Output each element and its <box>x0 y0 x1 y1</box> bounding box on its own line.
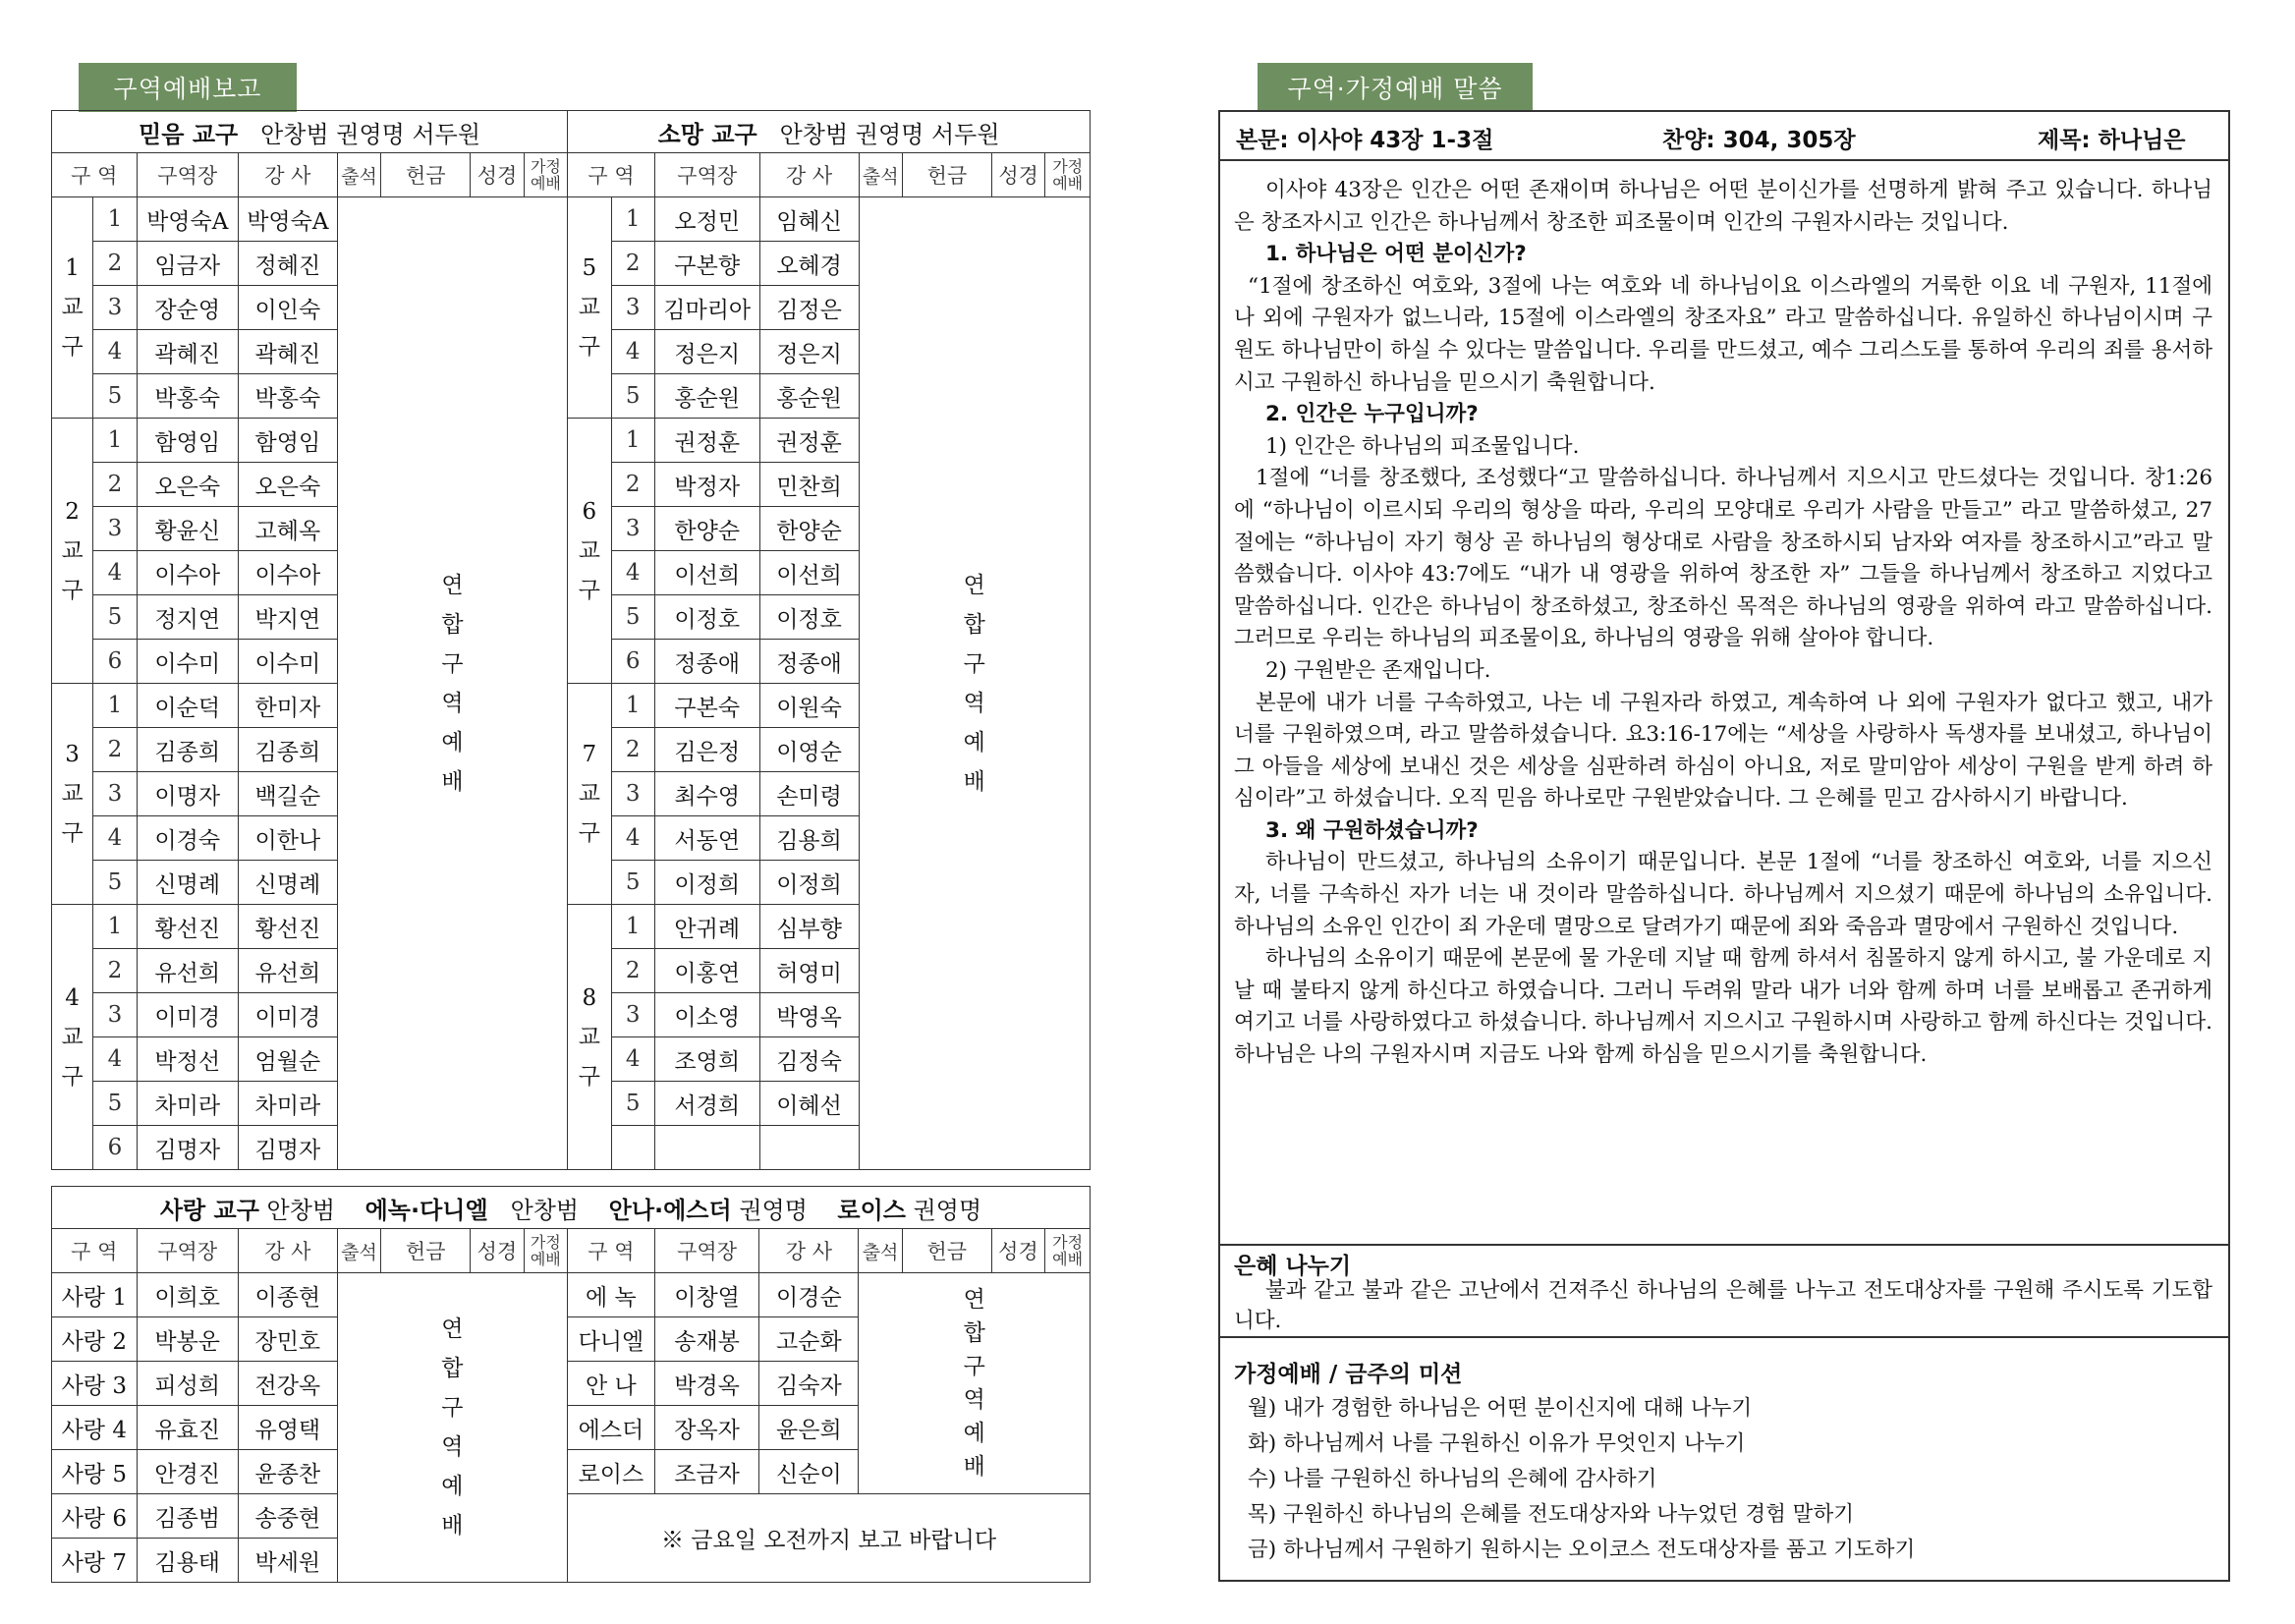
merged-worship-cell: 연합구역예배 <box>337 1273 567 1583</box>
row-number: 3 <box>611 772 654 816</box>
row-number: 5 <box>611 374 654 419</box>
district-label: 8교구 <box>568 905 611 1170</box>
block1-title-names: 안창범 권영명 서두원 <box>260 120 481 148</box>
district-leader-name: 유선희 <box>137 949 238 993</box>
header-attendance: 출석 <box>859 1229 902 1273</box>
teacher-name: 오은숙 <box>238 463 337 507</box>
district-leader-name: 오은숙 <box>137 463 238 507</box>
district-leader-name: 곽혜진 <box>137 330 238 374</box>
teacher-name: 한미자 <box>238 684 337 728</box>
block3-title-1: 사랑 교구 <box>159 1196 259 1224</box>
district-leader-name: 정종애 <box>654 640 759 684</box>
teacher-name: 이영순 <box>759 728 859 772</box>
row-number: 3 <box>611 286 654 330</box>
teacher-name: 임혜신 <box>759 197 859 242</box>
row-number: 2 <box>93 728 137 772</box>
mission-item: 목) 구원하신 하나님의 은혜를 전도대상자와 나누었던 경험 말하기 <box>1248 1502 1854 1527</box>
district-leader-name: 유효진 <box>137 1406 238 1450</box>
district-leader-name: 이희호 <box>137 1273 238 1317</box>
row-number: 2 <box>93 242 137 286</box>
teacher-name: 함영임 <box>238 419 337 463</box>
district-name: 사랑 6 <box>52 1494 138 1539</box>
teacher-name: 이수아 <box>238 551 337 595</box>
row-number: 3 <box>93 993 137 1037</box>
district-leader-name: 박정자 <box>654 463 759 507</box>
teacher-name: 박영옥 <box>759 993 859 1037</box>
row-number: 2 <box>611 242 654 286</box>
row-number: 3 <box>611 507 654 551</box>
block3-title-4-names: 권영명 <box>913 1196 982 1224</box>
row-number: 2 <box>93 463 137 507</box>
header-teacher: 강 사 <box>238 153 337 197</box>
sermon-paragraph: 하나님이 만드셨고, 하나님의 소유이기 때문입니다. 본문 1절에 “너를 창조하신 여호와, 너를 지으신 자, 너를 구속하신 자가 너는 내 것이라 말씀하십니다. 하나님께서 지으셨기 때문에 하나님의 소유입니다. 하나님의 소유인 인간이 죄 가운데 멸망으로 달려가기 때문에 죄와 죽음과 멸망에서 구원하신 것입니다. <box>1234 850 2212 939</box>
row-number: 1 <box>93 197 137 242</box>
district-leader-name: 이명자 <box>137 772 238 816</box>
row-number: 2 <box>611 463 654 507</box>
district-leader-name: 임금자 <box>137 242 238 286</box>
teacher-name: 엄월순 <box>238 1037 337 1082</box>
district-leader-name: 권정훈 <box>654 419 759 463</box>
header-offering: 헌금 <box>902 153 991 197</box>
mission-section <box>1220 1336 2228 1582</box>
row-number: 4 <box>611 816 654 861</box>
district-leader-name: 차미라 <box>137 1082 238 1126</box>
district-leader-name: 안귀례 <box>654 905 759 949</box>
teacher-name: 홍순원 <box>759 374 859 419</box>
teacher-name: 이혜선 <box>759 1082 859 1126</box>
sermon-paragraph: 본문에 내가 너를 구속하였고, 나는 네 구원자라 하였고, 계속하여 나 외에 구원자가 없다고 했고, 내가 너를 구원하였으며, 라고 말씀하셨습니다. 요3:16-17에는 “세상을 사랑하사 독생자를 보내셨고, 하나님이 그 아들을 세상에 보내신 것은 세상을 심판하려 하심이 아니요, 저로 말미암아 세상이 구원을 받게 하려 하심이라”고 하셨습니다. 오직 믿음 하나로만 구원받았습니다. 그 은혜를 믿고 감사하시기 바랍니다. <box>1234 690 2212 812</box>
block2-title-names: 안창범 권영명 서두원 <box>779 120 1000 148</box>
row-number: 1 <box>611 419 654 463</box>
district-leader-name: 김종범 <box>137 1494 238 1539</box>
district-leader-name: 이정호 <box>654 595 759 640</box>
row-number: 6 <box>93 1126 137 1170</box>
district-name: 사랑 2 <box>52 1317 138 1362</box>
teacher-name: 신순이 <box>759 1450 859 1494</box>
header-teacher: 강 사 <box>759 1229 859 1273</box>
district-label: 2교구 <box>52 419 93 684</box>
district-leader-name: 조영희 <box>654 1037 759 1082</box>
row-number: 4 <box>93 1037 137 1082</box>
teacher-name: 이한나 <box>238 816 337 861</box>
row-number: 2 <box>93 949 137 993</box>
header-bible: 성경 <box>471 153 524 197</box>
district-leader-name: 박경옥 <box>654 1362 759 1406</box>
teacher-name: 오혜경 <box>759 242 859 286</box>
district-name: 사랑 7 <box>52 1539 138 1583</box>
row-number: 5 <box>93 1082 137 1126</box>
sermon-header <box>1220 112 2228 161</box>
row-number: 5 <box>93 595 137 640</box>
header-district: 구 역 <box>568 153 655 197</box>
block3-title-1-names: 안창범 <box>266 1196 336 1224</box>
teacher-name: 윤은희 <box>759 1406 859 1450</box>
district-leader-name: 이정희 <box>654 861 759 905</box>
teacher-name: 김종희 <box>238 728 337 772</box>
header-offering: 헌금 <box>902 1229 991 1273</box>
row-number: 2 <box>611 949 654 993</box>
right-section-tab: 구역·가정예배 말씀 <box>1258 63 1533 112</box>
header-family-worship: 가정예배 <box>524 153 567 197</box>
district-leader-name: 정은지 <box>654 330 759 374</box>
block3-title-4: 로이스 <box>837 1196 906 1224</box>
header-offering: 헌금 <box>381 1229 471 1273</box>
district-name: 안 나 <box>568 1362 655 1406</box>
empty-cell <box>759 1126 859 1170</box>
district-leader-name: 김용태 <box>137 1539 238 1583</box>
row-number: 6 <box>611 640 654 684</box>
report-deadline-notice: ※ 금요일 오전까지 보고 바랍니다 <box>568 1494 1091 1583</box>
row-number: 1 <box>93 684 137 728</box>
district-name: 다니엘 <box>568 1317 655 1362</box>
teacher-name: 정종애 <box>759 640 859 684</box>
district-leader-name: 이소영 <box>654 993 759 1037</box>
teacher-name: 김숙자 <box>759 1362 859 1406</box>
block2-title <box>568 111 1091 153</box>
grace-sharing-section <box>1220 1244 2228 1338</box>
header-bible: 성경 <box>471 1229 524 1273</box>
district-leader-name: 김마리아 <box>654 286 759 330</box>
teacher-name: 손미령 <box>759 772 859 816</box>
teacher-name: 이원숙 <box>759 684 859 728</box>
row-number: 3 <box>93 507 137 551</box>
district-leader-name: 서경희 <box>654 1082 759 1126</box>
teacher-name: 김용희 <box>759 816 859 861</box>
header-teacher: 강 사 <box>238 1229 337 1273</box>
sermon-paragraph: 하나님의 소유이기 때문에 본문에 물 가운데 지날 때 함께 하셔서 침몰하지 않게 하시고, 불 가운데로 지날 때 불타지 않게 하신다고 하였습니다. 그러니 두려워 말라 내가 너와 함께 하며 너를 보배롭고 존귀하게 여기고 너를 사랑하였다고 하셨습니다. 하나님께서 지으시고 구원하시며 사랑하고 함께 하신다는 것입니다. 하나님은 나의 구원자시며 지금도 나와 함께 하심을 믿으시기를 축원합니다. <box>1234 946 2212 1068</box>
district-leader-name: 이창열 <box>654 1273 759 1317</box>
teacher-name: 권정훈 <box>759 419 859 463</box>
district-leader-name: 박영숙A <box>137 197 238 242</box>
mission-list <box>1220 1391 2203 1568</box>
header-leader: 구역장 <box>654 153 759 197</box>
district-leader-name: 조금자 <box>654 1450 759 1494</box>
teacher-name: 박영숙A <box>238 197 337 242</box>
teacher-name: 곽혜진 <box>238 330 337 374</box>
district-leader-name: 이경숙 <box>137 816 238 861</box>
teacher-name: 이종현 <box>238 1273 337 1317</box>
mission-item: 금) 하나님께서 구원하기 원하시는 오이코스 전도대상자를 품고 기도하기 <box>1248 1538 1916 1562</box>
sermon-panel <box>1218 110 2230 1582</box>
district-leader-name: 피성희 <box>137 1362 238 1406</box>
grace-sharing-title: 은혜 나누기 <box>1234 1254 1352 1279</box>
row-number: 5 <box>93 374 137 419</box>
row-number: 5 <box>93 861 137 905</box>
row-number: 5 <box>611 595 654 640</box>
district-leader-name: 이선희 <box>654 551 759 595</box>
teacher-name: 전강옥 <box>238 1362 337 1406</box>
district-leader-name: 신명례 <box>137 861 238 905</box>
empty-cell <box>654 1126 759 1170</box>
teacher-name: 정은지 <box>759 330 859 374</box>
teacher-name: 고혜옥 <box>238 507 337 551</box>
district-leader-name: 안경진 <box>137 1450 238 1494</box>
sermon-subheading: 1) 인간은 하나님의 피조물입니다. <box>1265 433 1580 459</box>
teacher-name: 장민호 <box>238 1317 337 1362</box>
table-row <box>52 1494 1091 1539</box>
block3-title-3-names: 권영명 <box>739 1196 808 1224</box>
sermon-heading-1: 1. 하나님은 어떤 분이신가? <box>1265 242 1527 267</box>
district-leader-name: 김종희 <box>137 728 238 772</box>
mission-item: 화) 하나님께서 나를 구원하신 이유가 무엇인지 나누기 <box>1248 1431 1746 1456</box>
row-number: 1 <box>93 905 137 949</box>
district-leader-name: 장순영 <box>137 286 238 330</box>
teacher-name: 이수미 <box>238 640 337 684</box>
district-name: 사랑 1 <box>52 1273 138 1317</box>
district-label: 4교구 <box>52 905 93 1170</box>
teacher-name: 박지연 <box>238 595 337 640</box>
mission-title: 가정예배 / 금주의 미션 <box>1234 1362 1463 1387</box>
sermon-paragraph: “1절에 창조하신 여호와, 3절에 나는 여호와 네 하나님이요 이스라엘의 거룩한 이요 네 구원자, 11절에 나 외에 구원자가 없느니라, 15절에 이스라엘의 창조자요” 라고 말씀하십니다. 유일하신 하나님이시며 구원도 하나님만이 하실 수 있다는 말씀입니다. 우리를 만드셨고, 예수 그리스도를 통하여 우리의 죄를 용서하시고 구원하신 하나님을 믿으시기 축원합니다. <box>1234 273 2212 395</box>
merged-worship-cell: 연합구역예배 <box>337 197 567 1170</box>
row-number: 3 <box>93 286 137 330</box>
table-row <box>52 1273 1091 1317</box>
district-leader-name: 홍순원 <box>654 374 759 419</box>
teacher-name: 유영택 <box>238 1406 337 1450</box>
district-name: 에스더 <box>568 1406 655 1450</box>
district-name: 로이스 <box>568 1450 655 1494</box>
row-number: 5 <box>611 861 654 905</box>
header-attendance: 출석 <box>337 153 380 197</box>
teacher-name: 김정숙 <box>759 1037 859 1082</box>
row-number: 4 <box>611 551 654 595</box>
teacher-name: 박세원 <box>238 1539 337 1583</box>
row-number: 4 <box>93 330 137 374</box>
district-leader-name: 김명자 <box>137 1126 238 1170</box>
header-leader: 구역장 <box>137 1229 238 1273</box>
header-bible: 성경 <box>991 1229 1044 1273</box>
header-teacher: 강 사 <box>759 153 859 197</box>
sermon-heading-3: 3. 왜 구원하셨습니까? <box>1265 817 1479 843</box>
district-leader-name: 이홍연 <box>654 949 759 993</box>
district-leader-name: 최수영 <box>654 772 759 816</box>
report-table-upper <box>51 110 1091 1170</box>
district-label: 3교구 <box>52 684 93 905</box>
empty-cell <box>611 1126 654 1170</box>
teacher-name: 김명자 <box>238 1126 337 1170</box>
mission-item: 수) 나를 구원하신 하나님의 은혜에 감사하기 <box>1248 1467 1657 1491</box>
district-leader-name: 오정민 <box>654 197 759 242</box>
left-section-tab: 구역예배보고 <box>79 63 297 112</box>
district-leader-name: 구본향 <box>654 242 759 286</box>
block1-title-main: 믿음 교구 <box>139 120 239 148</box>
teacher-name: 이경순 <box>759 1273 859 1317</box>
district-leader-name: 이수아 <box>137 551 238 595</box>
district-leader-name: 김은정 <box>654 728 759 772</box>
row-number: 4 <box>93 551 137 595</box>
district-leader-name: 서동연 <box>654 816 759 861</box>
header-family-worship: 가정예배 <box>1045 153 1091 197</box>
district-leader-name: 박홍숙 <box>137 374 238 419</box>
district-name: 사랑 4 <box>52 1406 138 1450</box>
hymn-numbers: 찬양: 304, 305장 <box>1662 128 1856 153</box>
header-attendance: 출석 <box>337 1229 380 1273</box>
teacher-name: 이미경 <box>238 993 337 1037</box>
teacher-name: 유선희 <box>238 949 337 993</box>
row-number: 2 <box>611 728 654 772</box>
row-number: 1 <box>93 419 137 463</box>
district-label: 5교구 <box>568 197 611 419</box>
district-name: 사랑 5 <box>52 1450 138 1494</box>
teacher-name: 허영미 <box>759 949 859 993</box>
district-leader-name: 구본숙 <box>654 684 759 728</box>
header-family-worship: 가정예배 <box>1045 1229 1091 1273</box>
block3-title <box>52 1187 1091 1229</box>
scripture-reference: 본문: 이사야 43장 1-3절 <box>1236 128 1494 153</box>
teacher-name: 박홍숙 <box>238 374 337 419</box>
merged-worship-cell: 연합구역예배 <box>859 1273 1091 1494</box>
mission-item: 월) 내가 경험한 하나님은 어떤 분이신지에 대해 나누기 <box>1248 1396 1753 1421</box>
row-number: 6 <box>93 640 137 684</box>
grace-sharing-text: 불과 같고 불과 같은 고난에서 건져주신 하나님의 은혜를 나누고 전도대상자를 구원해 주시도록 기도합니다. <box>1234 1278 2212 1333</box>
district-leader-name: 황선진 <box>137 905 238 949</box>
district-label: 7교구 <box>568 684 611 905</box>
teacher-name: 백길순 <box>238 772 337 816</box>
district-name: 사랑 3 <box>52 1362 138 1406</box>
row-number: 3 <box>93 772 137 816</box>
header-district: 구 역 <box>568 1229 655 1273</box>
report-table-lower <box>51 1186 1091 1583</box>
table-row <box>52 197 1091 242</box>
district-leader-name: 함영임 <box>137 419 238 463</box>
teacher-name: 정혜진 <box>238 242 337 286</box>
sermon-subheading: 2) 구원받은 존재입니다. <box>1265 657 1491 683</box>
block1-title <box>52 111 568 153</box>
sermon-body <box>1234 175 2212 1072</box>
block2-title-main: 소망 교구 <box>657 120 757 148</box>
block3-title-3: 안나·에스더 <box>608 1196 732 1224</box>
header-leader: 구역장 <box>654 1229 759 1273</box>
header-leader: 구역장 <box>137 153 238 197</box>
district-label: 6교구 <box>568 419 611 684</box>
row-number: 4 <box>611 330 654 374</box>
teacher-name: 이정희 <box>759 861 859 905</box>
teacher-name: 송중현 <box>238 1494 337 1539</box>
district-leader-name: 한양순 <box>654 507 759 551</box>
header-bible: 성경 <box>991 153 1044 197</box>
sermon-paragraph: 1절에 “너를 창조했다, 조성했다“고 말씀하십니다. 하나님께서 지으시고 만드셨다는 것입니다. 창1:26에 “하나님이 이르시되 우리의 형상을 따라, 우리의 모양대로 우리가 사람을 만들고” 라고 말씀하셨고, 27절에는 “하나님이 자기 형상 곧 하나님의 형상대로 사람을 창조하시되 남자와 여자를 창조하시고”라고 말씀했습니다. 이사야 43:7에도 “내가 내 영광을 위하여 창조한 자” 그들을 하나님께서 창조하고 지었다고 말씀하십니다. 인간은 하나님이 창조하셨고, 창조하신 목적은 하나님의 영광을 위하여 라고 말씀하십니다. 그러므로 우리는 하나님의 피조물이요, 하나님의 영광을 위해 살아야 합니다. <box>1234 466 2212 651</box>
teacher-name: 신명례 <box>238 861 337 905</box>
teacher-name: 한양순 <box>759 507 859 551</box>
header-district: 구 역 <box>52 1229 138 1273</box>
header-district: 구 역 <box>52 153 138 197</box>
teacher-name: 고순화 <box>759 1317 859 1362</box>
block3-title-2-names: 안창범 <box>510 1196 580 1224</box>
row-number: 1 <box>611 197 654 242</box>
district-leader-name: 이순덕 <box>137 684 238 728</box>
row-number: 5 <box>611 1082 654 1126</box>
teacher-name: 이선희 <box>759 551 859 595</box>
district-leader-name: 황윤신 <box>137 507 238 551</box>
row-number: 1 <box>611 684 654 728</box>
sermon-title: 제목: 하나님은 <box>2038 128 2186 153</box>
district-leader-name: 박정선 <box>137 1037 238 1082</box>
header-attendance: 출석 <box>859 153 902 197</box>
district-leader-name: 장옥자 <box>654 1406 759 1450</box>
teacher-name: 민찬희 <box>759 463 859 507</box>
teacher-name: 황선진 <box>238 905 337 949</box>
row-number: 4 <box>611 1037 654 1082</box>
teacher-name: 이정호 <box>759 595 859 640</box>
merged-worship-cell: 연합구역예배 <box>859 197 1090 1170</box>
district-leader-name: 정지연 <box>137 595 238 640</box>
district-name: 에 녹 <box>568 1273 655 1317</box>
row-number: 3 <box>611 993 654 1037</box>
teacher-name: 윤종찬 <box>238 1450 337 1494</box>
district-label: 1교구 <box>52 197 93 419</box>
sermon-heading-2: 2. 인간은 누구입니까? <box>1265 402 1479 427</box>
sermon-intro: 이사야 43장은 인간은 어떤 존재이며 하나님은 어떤 분이신가를 선명하게 밝혀 주고 있습니다. 하나님은 창조자시고 인간은 하나님께서 창조한 피조물이며 인간의 구원자시라는 것입니다. <box>1234 178 2212 235</box>
district-leader-name: 이수미 <box>137 640 238 684</box>
teacher-name: 김정은 <box>759 286 859 330</box>
block3-title-2: 에녹·다니엘 <box>364 1196 488 1224</box>
header-offering: 헌금 <box>381 153 471 197</box>
district-leader-name: 박봉운 <box>137 1317 238 1362</box>
row-number: 4 <box>93 816 137 861</box>
teacher-name: 이인숙 <box>238 286 337 330</box>
district-leader-name: 송재봉 <box>654 1317 759 1362</box>
teacher-name: 차미라 <box>238 1082 337 1126</box>
district-leader-name: 이미경 <box>137 993 238 1037</box>
teacher-name: 심부향 <box>759 905 859 949</box>
header-family-worship: 가정예배 <box>524 1229 567 1273</box>
row-number: 1 <box>611 905 654 949</box>
